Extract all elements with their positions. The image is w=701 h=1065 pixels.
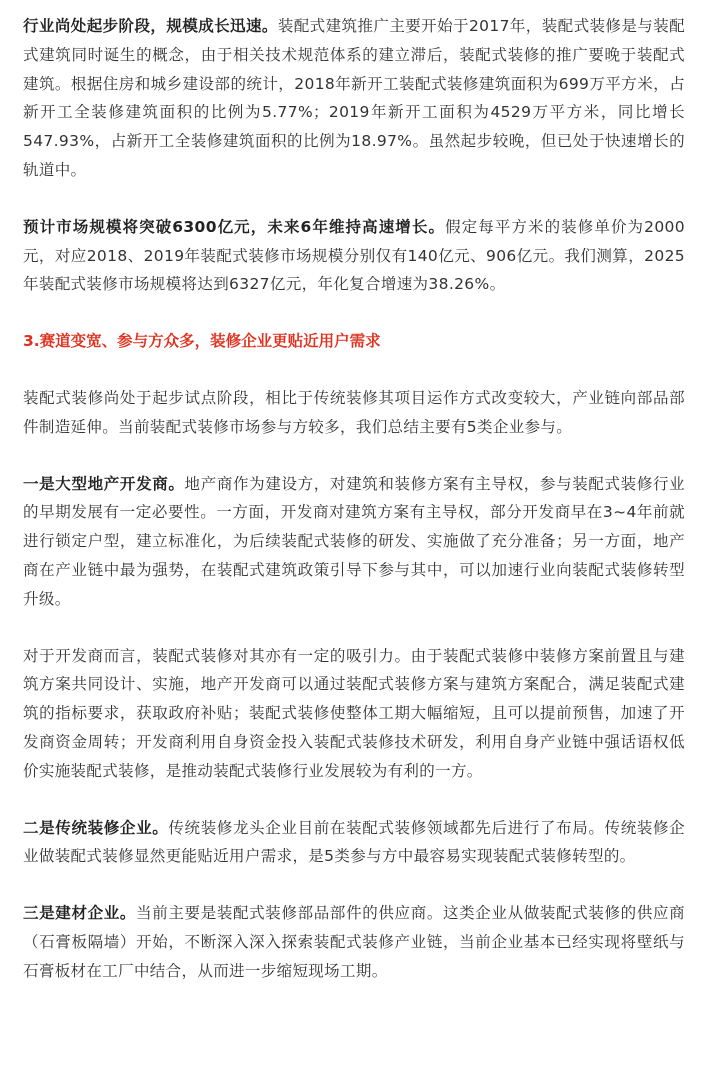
- paragraph-traditional-decoration: [23, 814, 685, 872]
- paragraph-lead: 二是传统装修企业。: [23, 818, 169, 837]
- paragraph-text: 地产商作为建设方，对建筑和装修方案有主导权，参与装配式装修行业的早期发展有一定必要性。一方面，开发商对建筑方案有主导权，部分开发商早在3~4年前就进行锁定户型，建立标准化，为后续装配式装修的研发、实施做了充分准备；另一方面，地产商在产业链中最为强势，在装配式建筑政策引导下参与其中，可以加速行业向装配式装修转型升级。: [23, 474, 685, 608]
- paragraph-text: 装配式建筑推广主要开始于2017年，装配式装修是与装配式建筑同时诞生的概念，由于相关技术规范体系的建立滞后，装配式装修的推广要晚于装配式建筑。根据住房和城乡建设部的统计，2018年新开工装配式装修建筑面积为699万平方米，占新开工全装修建筑面积的比例为5.77%；2019年新开工面积为4529万平方米，同比增长547.93%，占新开工全装修建筑面积的比例为18.97%。虽然起步较晚，但已处于快速增长的轨道中。: [23, 17, 685, 179]
- paragraph-text: 对于开发商而言，装配式装修对其亦有一定的吸引力。由于装配式装修中装修方案前置且与建筑方案共同设计、实施，地产开发商可以通过装配式装修方案与建筑方案配合，满足装配式建筑的指标要求，获取政府补贴；装配式装修使整体工期大幅缩短，且可以提前预售，加速了开发商资金周转；开发商利用自身资金投入装配式装修技术研发，利用自身产业链中强话语权低价实施装配式装修，是推动装配式装修行业发展较为有利的一方。: [23, 646, 685, 780]
- paragraph-developer-appeal: [23, 642, 685, 786]
- paragraph-building-materials: [23, 899, 685, 985]
- paragraph-lead: 预计市场规模将突破6300亿元，未来6年维持高速增长。: [23, 217, 446, 236]
- paragraph-industry-stage: [23, 12, 685, 185]
- paragraph-text: 装配式装修尚处于起步试点阶段，相比于传统装修其项目运作方式改变较大，产业链向部品部件制造延伸。当前装配式装修市场参与方较多，我们总结主要有5类企业参与。: [23, 388, 685, 436]
- paragraph-lead: 一是大型地产开发商。: [23, 474, 185, 493]
- paragraph-text: 当前主要是装配式装修部品部件的供应商。这类企业从做装配式装修的供应商（石膏板隔墙）开始，不断深入深入探索装配式装修产业链，当前企业基本已经实现将壁纸与石膏板材在工厂中结合，从而进一步缩短现场工期。: [23, 904, 685, 980]
- paragraph-overview: [23, 384, 685, 442]
- paragraph-market-size: [23, 213, 685, 299]
- section-heading: 3.赛道变宽、参与方众多，装修企业更贴近用户需求: [23, 332, 381, 351]
- paragraph-lead: 三是建材企业。: [23, 904, 137, 923]
- paragraph-text: 传统装修龙头企业目前在装配式装修领域都先后进行了布局。传统装修企业做装配式装修显然更能贴近用户需求，是5类参与方中最容易实现装配式装修转型的。: [23, 818, 686, 866]
- paragraph-lead: 行业尚处起步阶段，规模成长迅速。: [23, 17, 278, 35]
- paragraph-developers: [23, 470, 685, 614]
- paragraph-text: 假定每平方米的装修单价为2000元，对应2018、2019年装配式装修市场规模分别仅有140亿元、906亿元。我们测算，2025年装配式装修市场规模将达到6327亿元，年化复合增速为38.26%。: [23, 217, 685, 294]
